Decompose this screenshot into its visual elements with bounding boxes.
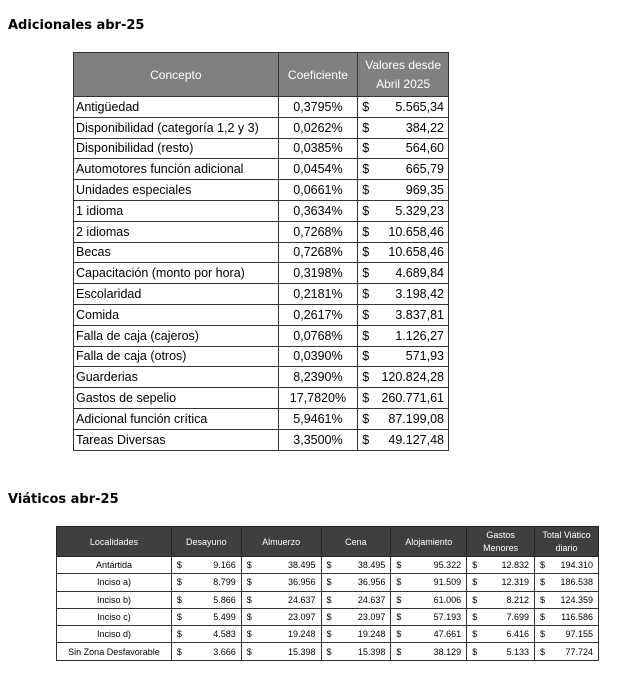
gastos-money	[470, 629, 531, 639]
valor-money	[360, 225, 446, 239]
desayuno-amount: 5.866	[213, 594, 236, 605]
almuerzo-amount: 36.956	[287, 577, 316, 588]
currency-symbol: $	[326, 629, 332, 640]
desayuno-amount: 3.666	[213, 646, 236, 657]
valor-cell	[358, 242, 449, 263]
coeficiente-cell: 8,2390%	[278, 367, 358, 388]
header-desayuno: Desayuno	[171, 527, 241, 557]
gastos-money	[470, 595, 531, 605]
concepto-cell: Comida	[74, 304, 279, 325]
currency-symbol: $	[540, 560, 546, 571]
cena-cell	[321, 608, 391, 625]
coeficiente-cell: 0,0390%	[278, 346, 358, 367]
valor-amount: 665,79	[405, 162, 444, 177]
currency-symbol: $	[362, 370, 370, 385]
header-gastos-line2: Menores	[483, 542, 519, 553]
currency-symbol: $	[362, 245, 370, 260]
valor-cell	[358, 117, 449, 138]
currency-symbol: $	[362, 162, 370, 177]
cena-cell	[321, 591, 391, 608]
localidad-cell: Inciso b)	[57, 591, 172, 608]
adicional-row	[74, 97, 449, 118]
currency-symbol: $	[396, 629, 402, 640]
valor-amount: 87.199,08	[388, 411, 444, 426]
alojamiento-cell	[391, 643, 467, 660]
concepto-cell: Antigüedad	[74, 97, 279, 118]
concepto-cell: Tareas Diversas	[74, 429, 279, 450]
currency-symbol: $	[396, 646, 402, 657]
adicional-row	[74, 221, 449, 242]
adicional-row	[74, 408, 449, 429]
valor-amount: 4.689,84	[395, 266, 444, 281]
valor-cell	[358, 180, 449, 201]
coeficiente-cell: 0,7268%	[278, 242, 358, 263]
valor-money	[360, 141, 446, 155]
total-cell	[535, 557, 599, 574]
desayuno-money	[175, 629, 238, 639]
viaticos-title: Viáticos abr-25	[8, 492, 119, 507]
concepto-cell: Adicional función crítica	[74, 408, 279, 429]
almuerzo-money	[245, 577, 318, 587]
viaticos-header-row	[57, 527, 599, 557]
almuerzo-money	[245, 647, 318, 657]
almuerzo-cell	[241, 608, 321, 625]
almuerzo-amount: 38.495	[287, 560, 316, 571]
desayuno-amount: 8.799	[213, 577, 236, 588]
gastos-amount: 8.212	[506, 594, 530, 605]
currency-symbol: $	[396, 594, 402, 605]
desayuno-money	[175, 612, 238, 622]
currency-symbol: $	[362, 224, 370, 239]
currency-symbol: $	[176, 594, 182, 605]
header-cena: Cena	[321, 527, 391, 557]
total-cell	[535, 626, 599, 643]
adicional-row	[74, 325, 449, 346]
currency-symbol: $	[246, 560, 252, 571]
viaticos-body	[57, 557, 599, 661]
viatico-row	[57, 557, 599, 574]
desayuno-cell	[171, 574, 241, 591]
concepto-cell: Escolaridad	[74, 284, 279, 305]
cena-money	[325, 612, 388, 622]
total-money	[538, 629, 595, 639]
alojamiento-cell	[391, 626, 467, 643]
almuerzo-cell	[241, 557, 321, 574]
header-total-line2: diario	[555, 542, 578, 553]
currency-symbol: $	[472, 594, 478, 605]
desayuno-amount: 9.166	[213, 560, 236, 571]
coeficiente-cell: 3,3500%	[278, 429, 358, 450]
adicional-row	[74, 429, 449, 450]
coeficiente-cell: 0,0454%	[278, 159, 358, 180]
alojamiento-amount: 47.661	[433, 629, 462, 640]
currency-symbol: $	[362, 141, 370, 156]
adicionales-header-row	[74, 53, 449, 97]
localidad-cell: Sin Zona Desfavorable	[57, 643, 172, 660]
currency-symbol: $	[540, 646, 546, 657]
concepto-cell: Capacitación (monto por hora)	[74, 263, 279, 284]
alojamiento-money	[394, 647, 463, 657]
valor-money	[360, 308, 446, 322]
currency-symbol: $	[326, 594, 332, 605]
valor-cell	[358, 159, 449, 180]
almuerzo-amount: 24.637	[287, 594, 316, 605]
valor-money	[360, 204, 446, 218]
almuerzo-cell	[241, 626, 321, 643]
header-almuerzo: Almuerzo	[241, 527, 321, 557]
alojamiento-amount: 38.129	[433, 646, 462, 657]
alojamiento-cell	[391, 591, 467, 608]
valor-money	[360, 349, 446, 363]
valor-money	[360, 329, 446, 343]
currency-symbol: $	[362, 183, 370, 198]
cena-money	[325, 595, 388, 605]
total-amount: 194.310	[560, 560, 593, 571]
coeficiente-cell: 0,3634%	[278, 200, 358, 221]
localidad-cell: Inciso c)	[57, 608, 172, 625]
cena-amount: 36.956	[357, 577, 386, 588]
desayuno-money	[175, 577, 238, 587]
adicional-row	[74, 159, 449, 180]
valor-cell	[358, 138, 449, 159]
viatico-row	[57, 591, 599, 608]
valor-amount: 120.824,28	[381, 370, 444, 385]
valor-amount: 969,35	[405, 183, 444, 198]
valor-cell	[358, 221, 449, 242]
coeficiente-cell: 0,0661%	[278, 180, 358, 201]
adicional-row	[74, 263, 449, 284]
header-valores-line2: Abril 2025	[376, 76, 431, 91]
currency-symbol: $	[326, 612, 332, 623]
valor-amount: 1.126,27	[395, 328, 444, 343]
header-coeficiente: Coeficiente	[278, 53, 358, 97]
localidad-cell: Inciso d)	[57, 626, 172, 643]
almuerzo-money	[245, 612, 318, 622]
header-gastos-menores	[467, 527, 535, 557]
cena-money	[325, 560, 388, 570]
valor-cell	[358, 304, 449, 325]
valor-amount: 564,60	[405, 141, 444, 156]
header-total-viatico	[535, 527, 599, 557]
alojamiento-cell	[391, 574, 467, 591]
almuerzo-cell	[241, 574, 321, 591]
localidad-cell: Inciso a)	[57, 574, 172, 591]
cena-money	[325, 577, 388, 587]
valor-cell	[358, 325, 449, 346]
valor-amount: 260.771,61	[381, 391, 444, 406]
adicional-row	[74, 367, 449, 388]
gastos-money	[470, 560, 531, 570]
adicionales-table	[73, 52, 449, 451]
currency-symbol: $	[176, 612, 182, 623]
cena-money	[325, 629, 388, 639]
coeficiente-cell: 0,3795%	[278, 97, 358, 118]
currency-symbol: $	[362, 99, 370, 114]
currency-symbol: $	[396, 612, 402, 623]
viatico-row	[57, 574, 599, 591]
currency-symbol: $	[362, 391, 370, 406]
total-amount: 116.586	[561, 612, 593, 623]
currency-symbol: $	[362, 287, 370, 302]
adicional-row	[74, 346, 449, 367]
gastos-amount: 5.133	[506, 646, 530, 657]
desayuno-cell	[171, 608, 241, 625]
currency-symbol: $	[540, 629, 546, 640]
valor-amount: 3.837,81	[395, 307, 444, 322]
coeficiente-cell: 0,0768%	[278, 325, 358, 346]
valor-money	[360, 412, 446, 426]
valor-amount: 571,93	[405, 349, 444, 364]
concepto-cell: Guarderias	[74, 367, 279, 388]
total-cell	[535, 608, 599, 625]
valor-cell	[358, 346, 449, 367]
valor-cell	[358, 429, 449, 450]
gastos-amount: 6.416	[506, 629, 530, 640]
gastos-amount: 12.319	[501, 577, 530, 588]
total-money	[538, 612, 595, 622]
currency-symbol: $	[246, 594, 252, 605]
concepto-cell: Falla de caja (otros)	[74, 346, 279, 367]
valor-money	[360, 121, 446, 135]
valor-amount: 384,22	[405, 120, 444, 135]
total-cell	[535, 574, 599, 591]
cena-amount: 19.248	[357, 629, 386, 640]
valor-amount: 10.658,46	[388, 245, 444, 260]
concepto-cell: Automotores función adicional	[74, 159, 279, 180]
cena-cell	[321, 557, 391, 574]
total-money	[538, 647, 595, 657]
header-valores	[358, 53, 449, 97]
valor-cell	[358, 388, 449, 409]
alojamiento-money	[394, 595, 463, 605]
coeficiente-cell: 0,2617%	[278, 304, 358, 325]
currency-symbol: $	[246, 577, 252, 588]
currency-symbol: $	[362, 432, 370, 447]
total-amount: 77.724	[565, 646, 593, 657]
alojamiento-amount: 91.509	[433, 577, 462, 588]
coeficiente-cell: 17,7820%	[278, 388, 358, 409]
total-amount: 124.359	[560, 594, 593, 605]
alojamiento-amount: 61.006	[433, 594, 462, 605]
currency-symbol: $	[176, 629, 182, 640]
alojamiento-money	[394, 629, 463, 639]
desayuno-cell	[171, 643, 241, 660]
adicional-row	[74, 180, 449, 201]
gastos-money	[470, 612, 531, 622]
total-money	[538, 560, 595, 570]
concepto-cell: Unidades especiales	[74, 180, 279, 201]
alojamiento-money	[394, 577, 463, 587]
concepto-cell: Gastos de sepelio	[74, 388, 279, 409]
desayuno-amount: 5.499	[213, 612, 236, 623]
almuerzo-amount: 15.398	[287, 646, 316, 657]
total-amount: 186.538	[560, 577, 593, 588]
header-alojamiento: Alojamiento	[391, 527, 467, 557]
valor-amount: 10.658,46	[388, 224, 444, 239]
adicional-row	[74, 284, 449, 305]
valor-cell	[358, 97, 449, 118]
cena-amount: 38.495	[357, 560, 386, 571]
almuerzo-money	[245, 629, 318, 639]
localidad-cell: Antártida	[57, 557, 172, 574]
adicional-row	[74, 117, 449, 138]
gastos-cell	[467, 574, 535, 591]
adicional-row	[74, 200, 449, 221]
currency-symbol: $	[472, 577, 478, 588]
viatico-row	[57, 643, 599, 660]
valor-amount: 5.329,23	[395, 203, 444, 218]
viaticos-table	[56, 526, 599, 661]
concepto-cell: Falla de caja (cajeros)	[74, 325, 279, 346]
cena-amount: 23.097	[357, 612, 386, 623]
concepto-cell: Disponibilidad (categoría 1,2 y 3)	[74, 117, 279, 138]
valor-money	[360, 100, 446, 114]
valor-amount: 3.198,42	[395, 287, 444, 302]
cena-cell	[321, 626, 391, 643]
concepto-cell: 1 idioma	[74, 200, 279, 221]
currency-symbol: $	[472, 646, 478, 657]
total-cell	[535, 643, 599, 660]
adicional-row	[74, 388, 449, 409]
viatico-row	[57, 608, 599, 625]
almuerzo-amount: 19.248	[287, 629, 316, 640]
currency-symbol: $	[540, 594, 546, 605]
valor-money	[360, 433, 446, 447]
gastos-money	[470, 647, 531, 657]
concepto-cell: Disponibilidad (resto)	[74, 138, 279, 159]
coeficiente-cell: 0,7268%	[278, 221, 358, 242]
alojamiento-cell	[391, 557, 467, 574]
currency-symbol: $	[246, 629, 252, 640]
almuerzo-amount: 23.097	[287, 612, 316, 623]
cena-money	[325, 647, 388, 657]
viatico-row	[57, 626, 599, 643]
total-amount: 97.155	[565, 629, 593, 640]
gastos-cell	[467, 557, 535, 574]
currency-symbol: $	[396, 577, 402, 588]
currency-symbol: $	[246, 646, 252, 657]
coeficiente-cell: 0,3198%	[278, 263, 358, 284]
currency-symbol: $	[176, 560, 182, 571]
currency-symbol: $	[540, 577, 546, 588]
desayuno-cell	[171, 626, 241, 643]
currency-symbol: $	[396, 560, 402, 571]
header-total-line1: Total Viático	[542, 529, 591, 540]
currency-symbol: $	[362, 203, 370, 218]
valor-cell	[358, 284, 449, 305]
currency-symbol: $	[362, 349, 370, 364]
header-gastos-line1: Gastos	[486, 529, 515, 540]
valor-money	[360, 183, 446, 197]
adicionales-title: Adicionales abr-25	[8, 18, 145, 33]
valor-cell	[358, 367, 449, 388]
almuerzo-money	[245, 560, 318, 570]
valor-money	[360, 370, 446, 384]
currency-symbol: $	[472, 560, 478, 571]
adicional-row	[74, 138, 449, 159]
currency-symbol: $	[472, 629, 478, 640]
alojamiento-amount: 57.193	[433, 612, 462, 623]
alojamiento-cell	[391, 608, 467, 625]
alojamiento-amount: 95.322	[433, 560, 462, 571]
currency-symbol: $	[326, 560, 332, 571]
adicionales-body	[74, 97, 449, 451]
gastos-cell	[467, 643, 535, 660]
valor-cell	[358, 263, 449, 284]
desayuno-money	[175, 595, 238, 605]
desayuno-money	[175, 560, 238, 570]
desayuno-cell	[171, 591, 241, 608]
total-money	[538, 577, 595, 587]
header-concepto: Concepto	[74, 53, 279, 97]
currency-symbol: $	[246, 612, 252, 623]
total-money	[538, 595, 595, 605]
adicional-row	[74, 242, 449, 263]
alojamiento-money	[394, 612, 463, 622]
cena-cell	[321, 574, 391, 591]
coeficiente-cell: 0,2181%	[278, 284, 358, 305]
valor-money	[360, 266, 446, 280]
valor-amount: 49.127,48	[388, 432, 444, 447]
currency-symbol: $	[540, 612, 546, 623]
header-localidades: Localidades	[57, 527, 172, 557]
valor-amount: 5.565,34	[395, 99, 444, 114]
gastos-amount: 12.832	[501, 560, 530, 571]
almuerzo-cell	[241, 643, 321, 660]
currency-symbol: $	[472, 612, 478, 623]
currency-symbol: $	[326, 646, 332, 657]
coeficiente-cell: 5,9461%	[278, 408, 358, 429]
header-valores-line1: Valores desde	[365, 57, 442, 72]
coeficiente-cell: 0,0385%	[278, 138, 358, 159]
valor-cell	[358, 200, 449, 221]
gastos-cell	[467, 608, 535, 625]
adicional-row	[74, 304, 449, 325]
currency-symbol: $	[362, 328, 370, 343]
cena-cell	[321, 643, 391, 660]
gastos-cell	[467, 626, 535, 643]
desayuno-cell	[171, 557, 241, 574]
valor-cell	[358, 408, 449, 429]
currency-symbol: $	[176, 646, 182, 657]
valor-money	[360, 391, 446, 405]
almuerzo-cell	[241, 591, 321, 608]
currency-symbol: $	[326, 577, 332, 588]
concepto-cell: Becas	[74, 242, 279, 263]
valor-money	[360, 162, 446, 176]
currency-symbol: $	[362, 411, 370, 426]
cena-amount: 15.398	[357, 646, 386, 657]
gastos-cell	[467, 591, 535, 608]
currency-symbol: $	[362, 266, 370, 281]
valor-money	[360, 245, 446, 259]
alojamiento-money	[394, 560, 463, 570]
almuerzo-money	[245, 595, 318, 605]
gastos-money	[470, 577, 531, 587]
coeficiente-cell: 0,0262%	[278, 117, 358, 138]
currency-symbol: $	[176, 577, 182, 588]
currency-symbol: $	[362, 120, 370, 135]
desayuno-amount: 4.583	[213, 629, 236, 640]
cena-amount: 24.637	[357, 594, 386, 605]
total-cell	[535, 591, 599, 608]
desayuno-money	[175, 647, 238, 657]
concepto-cell: 2 idiomas	[74, 221, 279, 242]
gastos-amount: 7.699	[506, 612, 530, 623]
currency-symbol: $	[362, 307, 370, 322]
valor-money	[360, 287, 446, 301]
